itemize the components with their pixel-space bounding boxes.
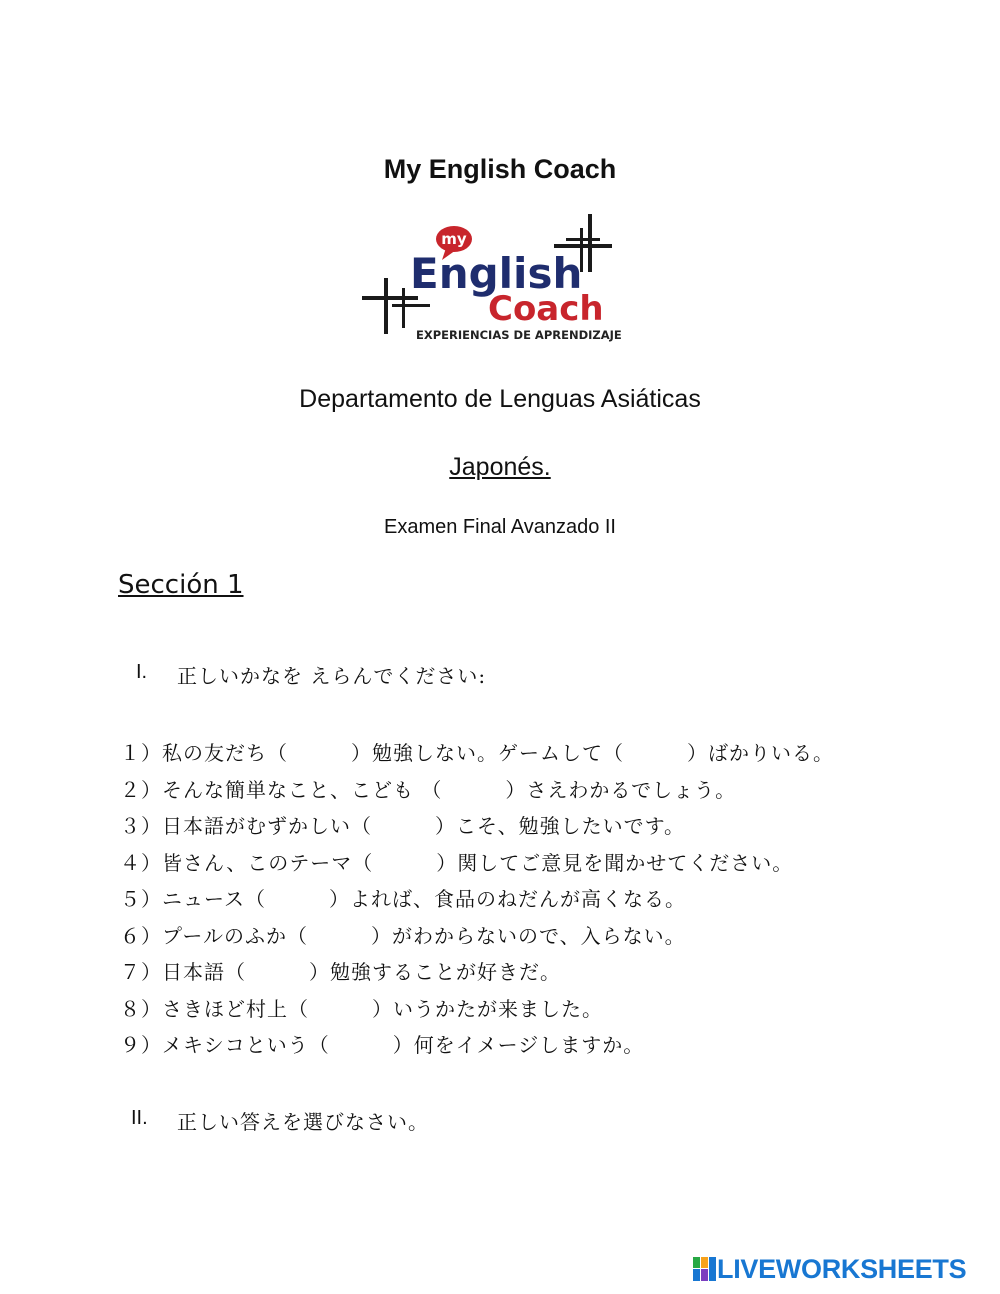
liveworksheets-brand	[693, 1254, 966, 1284]
subject-title: Japonés.	[449, 453, 551, 481]
question-item: ６）プールのふか（ ）がわからないので、入らない。	[120, 923, 686, 948]
logo-my-text: my	[441, 230, 467, 248]
part-2-instruction: 正しい答えを選びなさい。	[177, 1110, 429, 1134]
question-item: ２）そんな簡単なこと、こども （ ）さえわかるでしょう。	[120, 777, 737, 802]
section-heading: Sección 1	[118, 570, 244, 600]
question-item: ９）メキシコという（ ）何をイメージしますか。	[120, 1033, 645, 1057]
question-item: ５）ニュース（ ）よれば、食品のねだんが高くなる。	[120, 887, 686, 911]
part-2-numeral: II.	[131, 1107, 148, 1129]
liveworksheets-logo-icon	[693, 1257, 717, 1281]
question-list	[120, 738, 834, 1067]
part-1-instruction: 正しいかなを えらんでください:	[177, 664, 487, 688]
my-english-coach-logo	[358, 208, 630, 348]
question-item: ３）日本語がむずかしい（ ）こそ、勉強したいです。	[120, 814, 685, 838]
logo-english-text: English	[410, 249, 583, 298]
liveworksheets-wordmark: LIVEWORKSHEETS	[717, 1253, 967, 1284]
part-1-numeral: I.	[136, 661, 148, 683]
question-item: ８）さきほど村上（ ）いうかたが来ました。	[120, 996, 603, 1021]
department-name: Departamento de Lenguas Asiáticas	[299, 385, 701, 413]
question-item: １）私の友だち（ ）勉強しない。ゲームして（ ）ばかりいる。	[120, 741, 834, 765]
page-title: My English Coach	[383, 154, 617, 184]
logo-tagline-text: EXPERIENCIAS DE APRENDIZAJE	[416, 328, 622, 342]
logo-coach-text: Coach	[488, 289, 604, 329]
question-item: ７）日本語（ ）勉強することが好きだ。	[120, 960, 561, 984]
exam-title: Examen Final Avanzado II	[384, 516, 616, 538]
question-item: ４）皆さん、このテーマ（ ）関してご意見を聞かせてください。	[120, 850, 794, 875]
